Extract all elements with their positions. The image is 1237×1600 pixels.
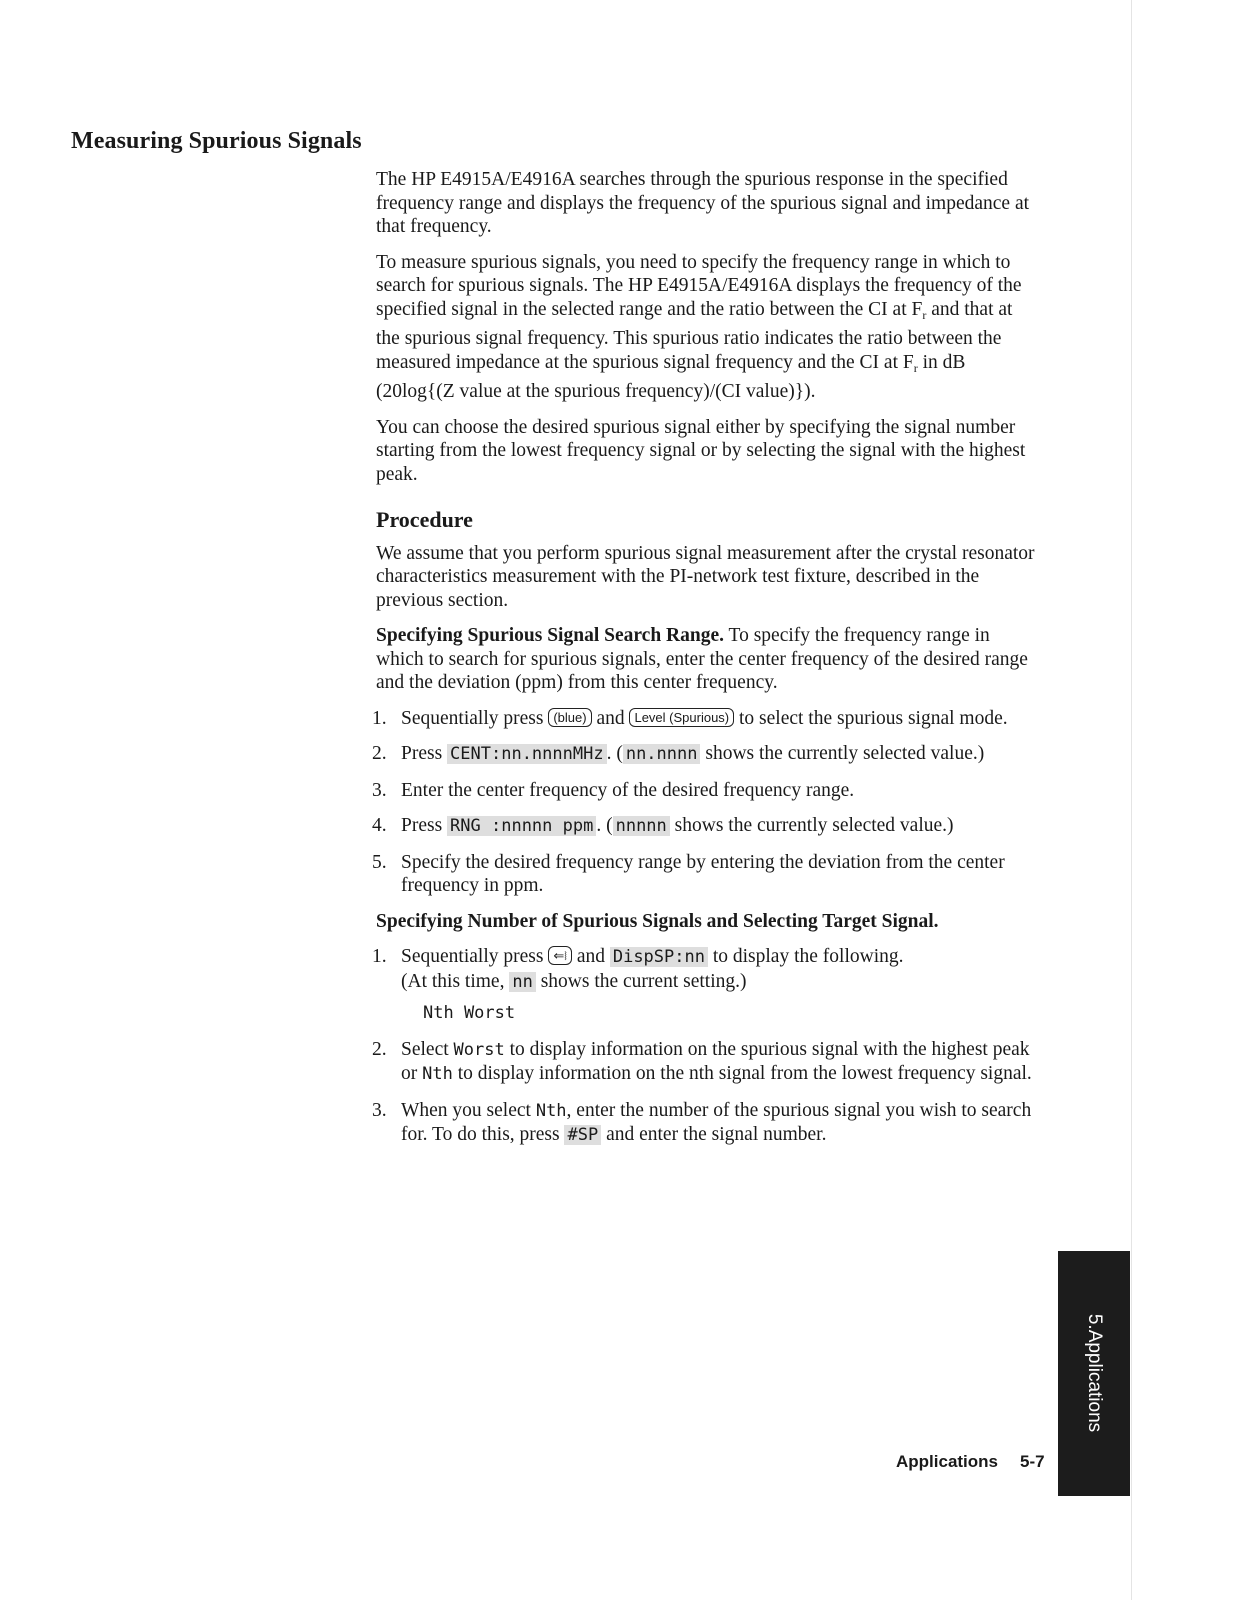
text-run: to display information on the nth signal from the lowest frequency signal. xyxy=(452,1063,1032,1084)
text-run: Sequentially press xyxy=(401,946,549,967)
step-number: 3. xyxy=(372,1099,387,1121)
step-number: 3. xyxy=(372,779,387,801)
text-run: to display the following. xyxy=(707,946,904,967)
blue-key[interactable]: (blue) xyxy=(548,708,591,727)
list-item xyxy=(372,1038,1036,1087)
intro-paragraph-1: The HP E4915A/E4916A searches through the spurious response in the specified frequency range and displays the frequency of the spurious signal and impedance at that frequency. xyxy=(376,169,1030,237)
text-run: Enter the center frequency of the desired frequency range. xyxy=(401,779,855,801)
step-number: 2. xyxy=(372,743,387,764)
thumb-tab-label: 5.Applications xyxy=(1084,1313,1105,1433)
text-run: shows the current setting.) xyxy=(535,970,747,992)
page-title: Measuring Spurious Signals xyxy=(71,128,362,154)
text-run: Select xyxy=(401,1038,454,1060)
text-run: Specify the desired frequency range by entering the deviation from the center frequency in ppm. xyxy=(401,851,1005,896)
list-item xyxy=(372,779,1036,803)
text-run: in dB (20log{(Z value at the spurious frequency)/(CI value)}). xyxy=(376,351,966,402)
nth-option: Nth xyxy=(422,1064,453,1084)
page-footer xyxy=(896,1452,1045,1472)
step-number: 1. xyxy=(372,946,387,967)
text-run: and that at the spurious signal frequency. This spurious ratio indicates the ratio between the measured impedance at the spurious signal frequency and the CI at F xyxy=(376,298,1013,373)
step-number: 1. xyxy=(372,707,387,729)
step-number: 5. xyxy=(372,851,387,873)
procedure-intro: We assume that you perform spurious signal measurement after the crystal resonator characteristics measurement with the PI-network test fixture, described in the previous section. xyxy=(376,542,1035,611)
list-item xyxy=(372,742,1036,767)
step-number: 2. xyxy=(372,1038,387,1060)
search-range-steps xyxy=(372,707,1036,898)
nn-value-display: nn xyxy=(509,972,535,992)
cent-softkey[interactable]: CENT:nn.nnnnMHz xyxy=(447,744,607,764)
step-number: 4. xyxy=(372,815,387,836)
text-run: To measure spurious signals, you need to specify the frequency range in which to search for spurious signals. The HP E4915A/E4916A displays the frequency of the specified signal in the selected range and the ratio between the CI at F xyxy=(376,251,1022,320)
nth-option: Nth xyxy=(535,1100,567,1121)
text-run: . ( xyxy=(596,815,613,836)
target-signal-heading: Specifying Number of Spurious Signals and Selecting Target Signal. xyxy=(376,910,939,932)
text-run: shows the currently selected value.) xyxy=(669,815,954,836)
worst-option: Worst xyxy=(453,1039,505,1060)
page-edge-divider xyxy=(1131,0,1132,1600)
text-run: and enter the signal number. xyxy=(601,1124,827,1145)
text-run: Sequentially press xyxy=(401,707,549,729)
text-run: Press xyxy=(401,815,448,836)
list-item xyxy=(372,945,1036,1026)
text-run: and xyxy=(571,946,610,967)
list-item xyxy=(372,707,1036,731)
dispsp-softkey[interactable]: DispSP:nn xyxy=(610,947,708,967)
body-column xyxy=(372,168,1036,1160)
text-run: shows the currently selected value.) xyxy=(700,743,985,764)
page-number: 5-7 xyxy=(1020,1452,1045,1471)
text-run: to display information on the spurious signal with the highest peak or xyxy=(401,1038,1030,1084)
text-run: Press xyxy=(401,743,448,764)
rng-softkey[interactable]: RNG :nnnnn ppm xyxy=(447,816,596,836)
list-item xyxy=(372,814,1036,839)
intro-paragraph-2 xyxy=(376,251,1036,404)
level-spurious-key[interactable]: Level (Spurious) xyxy=(629,708,734,727)
range-value-display: nnnnn xyxy=(613,816,670,836)
subscript: r xyxy=(922,307,927,322)
procedure-heading: Procedure xyxy=(376,507,473,532)
text-run: When you select xyxy=(401,1099,536,1121)
text-run: To specify the frequency range in which to search for spurious signals, enter the center frequency of the desired range and the deviation (ppm) from this center frequency. xyxy=(376,625,1028,693)
text-run: . ( xyxy=(606,743,623,764)
search-range-paragraph xyxy=(376,624,1036,695)
backspace-key-icon[interactable]: ⇐⧘ xyxy=(548,946,572,965)
footer-section: Applications xyxy=(896,1452,999,1471)
search-range-heading: Specifying Spurious Signal Search Range. xyxy=(376,625,725,646)
list-item xyxy=(372,851,1036,898)
intro-paragraph-3: You can choose the desired spurious signal either by specifying the signal number starting from the lowest frequency signal or by selecting the signal with the highest peak. xyxy=(376,416,1026,485)
text-run: and xyxy=(591,707,630,729)
sp-number-softkey[interactable]: #SP xyxy=(564,1125,601,1145)
list-item xyxy=(372,1099,1036,1148)
section-thumb-tab xyxy=(1058,1251,1130,1496)
display-readout: Nth Worst xyxy=(423,1003,516,1023)
target-signal-steps xyxy=(372,945,1036,1148)
center-value-display: nn.nnnn xyxy=(623,744,701,764)
text-run: (At this time, xyxy=(401,970,510,992)
text-run: to select the spurious signal mode. xyxy=(734,707,1008,729)
text-run: , enter the number of the spurious signal you wish to search for. To do this, press xyxy=(401,1099,1032,1145)
subscript: r xyxy=(913,360,918,375)
